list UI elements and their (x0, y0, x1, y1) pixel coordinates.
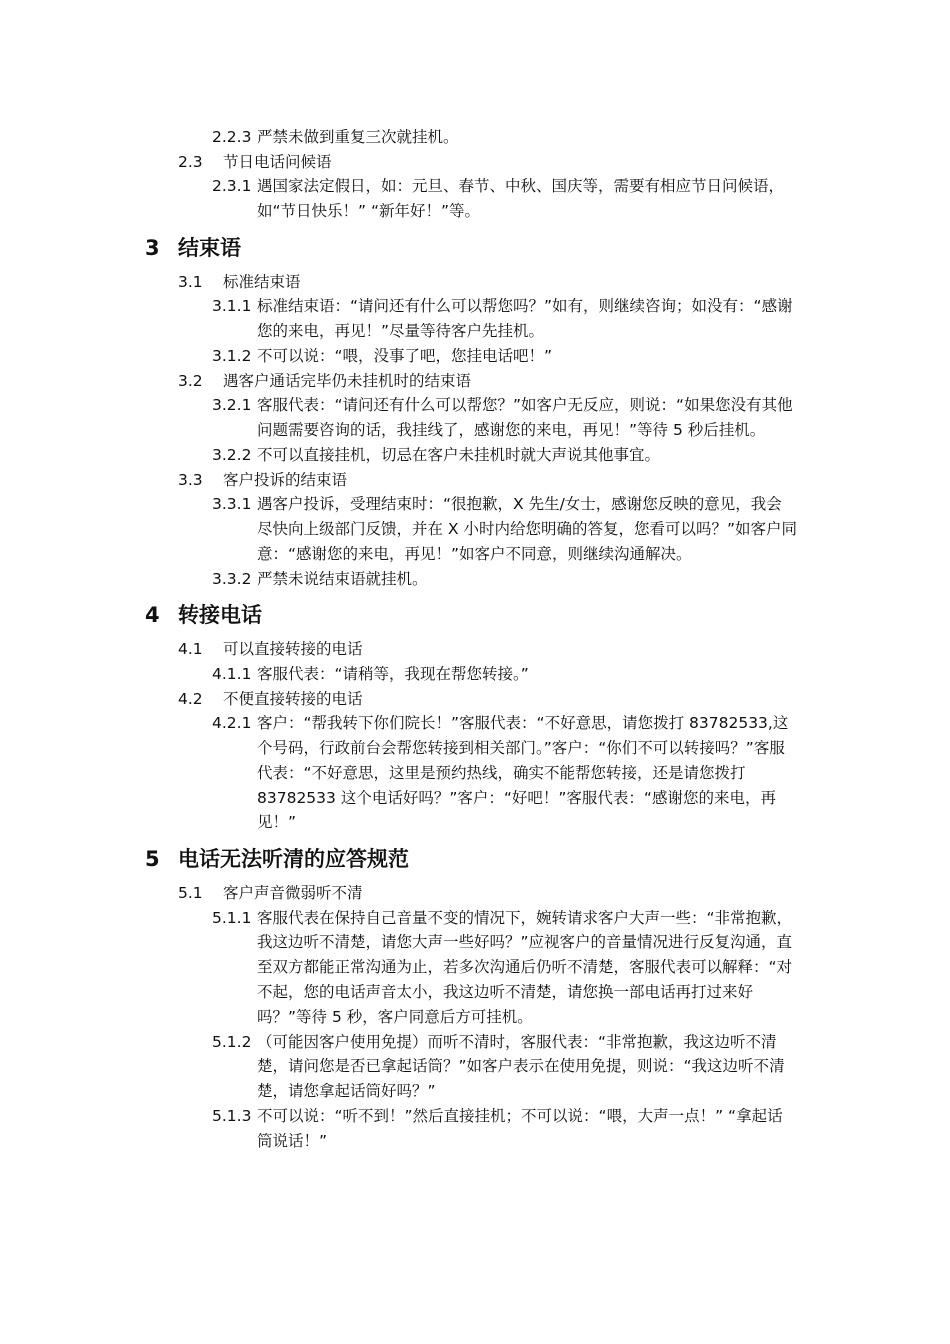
section-heading (0, 226, 950, 270)
clause-number: 3.1.2 (212, 346, 252, 365)
subsection-title: 客户投诉的结束语 (223, 470, 348, 489)
subsection-number: 3.2 (178, 371, 203, 390)
subsection-number: 3.3 (178, 470, 203, 489)
document-content (0, 125, 950, 1154)
clause-text: 客服代表：“请问还有什么可以帮您？”如客户无反应，则说：“如果您没有其他问题需要咨询的话，我挂线了，感谢您的来电，再见！”等待 5 秒后挂机。 (257, 396, 793, 440)
clause-text: 遇客户投诉，受理结束时：“很抱歉，X 先生/女士，感谢您反映的意见，我会尽快向上级部门反馈，并在 X 小时内给您明确的答复，您看可以吗？”如客户同意：“感谢您的来电，再见！”如客户不同意，则继续沟通解决。 (257, 495, 798, 563)
section-number: 5 (145, 847, 160, 872)
clause-item (0, 567, 797, 592)
clause-text: 不可以说：“听不到！”然后直接挂机；不可以说：“喂，大声一点！” “拿起话筒说话！” (257, 1107, 783, 1150)
section-title: 电话无法听清的应答规范 (178, 847, 409, 872)
clause-item (0, 125, 797, 150)
clause-number: 5.1.3 (212, 1107, 252, 1126)
clause-item (0, 443, 797, 468)
clause-item (0, 174, 797, 224)
subsection-title: 不便直接转接的电话 (223, 689, 363, 708)
clause-item (0, 492, 797, 566)
clause-number: 3.2.1 (212, 396, 252, 415)
subsection-heading (0, 270, 950, 295)
clause-number: 3.1.1 (212, 297, 252, 316)
clause-text: 客服代表：“请稍等，我现在帮您转接。” (257, 664, 529, 683)
subsection-number: 3.1 (178, 272, 203, 291)
clause-number: 4.1.1 (212, 664, 252, 683)
section-number: 3 (145, 235, 160, 260)
clause-text: 严禁未说结束语就挂机。 (257, 569, 428, 588)
clause-text: （可能因客户使用免提）而听不清时，客服代表：“非常抱歉，我这边听不清楚，请问您是否已拿起话筒？”如客户表示在使用免提，则说：“我这边听不清楚，请您拿起话筒好吗？” (257, 1032, 785, 1101)
clause-text: 不可以说：“喂，没事了吧，您挂电话吧！” (257, 346, 553, 365)
clause-number: 3.3.1 (212, 495, 252, 514)
clause-item (0, 294, 797, 344)
clause-number: 3.3.2 (212, 569, 252, 588)
subsection-heading (0, 150, 950, 175)
section-title: 结束语 (178, 235, 241, 260)
clause-text: 严禁未做到重复三次就挂机。 (257, 128, 459, 146)
subsection-number: 5.1 (178, 884, 203, 903)
clause-number: 2.2.3 (212, 128, 252, 146)
clause-item (0, 344, 797, 369)
clause-item (0, 393, 797, 443)
clause-item (0, 1030, 797, 1104)
section-title: 转接电话 (178, 603, 262, 628)
clause-item (0, 711, 797, 835)
section-heading (0, 593, 950, 637)
section-number: 4 (145, 603, 160, 628)
clause-number: 3.2.2 (212, 445, 252, 464)
subsection-heading (0, 687, 950, 712)
subsection-heading (0, 468, 950, 493)
subsection-number: 4.1 (178, 640, 203, 659)
subsection-title: 标准结束语 (223, 272, 301, 291)
clause-text: 客服代表在保持自己音量不变的情况下，婉转请求客户大声一些：“非常抱歉，我这边听不清楚，请您大声一些好吗？”应视客户的音量情况进行反复沟通，直至双方都能正常沟通为止，若多次沟通后仍听不清楚，客服代表可以解释：“对不起，您的电话声音太小，我这边听不清楚，请您换一部电话再打过来好吗？”等待 5 秒，客户同意后方可挂机。 (257, 908, 793, 1026)
subsection-title: 客户声音微弱听不清 (223, 884, 363, 903)
clause-number: 5.1.2 (212, 1032, 252, 1051)
clause-item (0, 906, 797, 1030)
section-heading (0, 837, 950, 881)
subsection-heading (0, 637, 950, 662)
clause-text: 客户：“帮我转下你们院长！”客服代表：“不好意思，请您拨打 83782533,这个号码，行政前台会帮您转接到相关部门。”客户：“你们不可以转接吗？”客服代表：“不好意思，这里是预约热线，确实不能帮您转接，还是请您拨打 83782533 这个电话好吗？”客户：“好吧！”客服代表：“感谢您的来电，再见！” (257, 714, 789, 832)
clause-number: 2.3.1 (212, 177, 252, 196)
subsection-heading (0, 881, 950, 906)
subsection-title: 可以直接转接的电话 (223, 640, 363, 659)
subsection-number: 2.3 (178, 152, 203, 171)
clause-text: 不可以直接挂机，切忌在客户未挂机时就大声说其他事宜。 (257, 445, 661, 464)
subsection-title: 节日电话问候语 (223, 152, 332, 171)
clause-number: 4.2.1 (212, 714, 252, 733)
clause-text: 遇国家法定假日，如：元旦、春节、中秋、国庆等，需要有相应节日问候语，如“节日快乐！” “新年好！”等。 (257, 177, 785, 221)
subsection-heading (0, 369, 950, 394)
subsection-number: 4.2 (178, 689, 203, 708)
clause-text: 标准结束语：“请问还有什么可以帮您吗？”如有，则继续咨询；如没有：“感谢您的来电，再见！”尽量等待客户先挂机。 (257, 297, 793, 341)
subsection-title: 遇客户通话完毕仍未挂机时的结束语 (223, 371, 472, 390)
clause-number: 5.1.1 (212, 908, 252, 927)
clause-item (0, 1104, 797, 1154)
clause-item (0, 662, 797, 687)
